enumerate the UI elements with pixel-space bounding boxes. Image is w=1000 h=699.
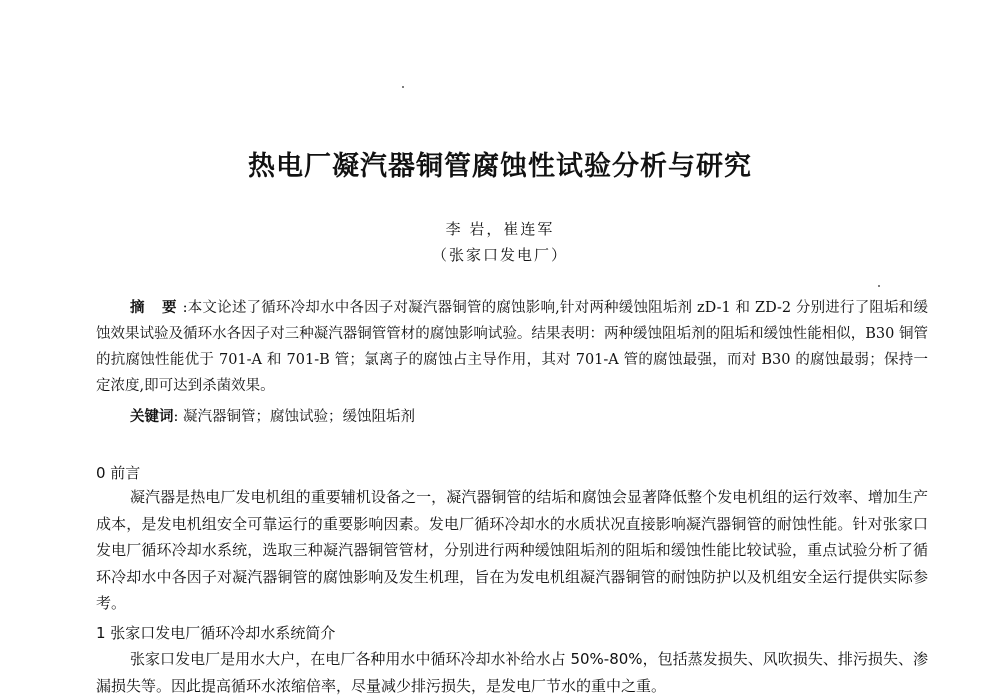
system-paragraph: 张家口发电厂是用水大户，在电厂各种用水中循环冷却水补给水占 50%-80%，包括蒸发损失、风吹损失、排污损失、渗漏损失等。因此提高循环水浓缩倍率，尽量减少排污损失，是发电厂节水的重中之重。 (96, 650, 928, 695)
abstract-paragraph (96, 295, 928, 399)
scan-speck (878, 285, 880, 287)
keywords-text: : 凝汽器铜管；腐蚀试验；缓蚀阻垢剂 (173, 409, 415, 425)
abstract-text: :本文论述了循环冷却水中各因子对凝汽器铜管的腐蚀影响,针对两种缓蚀阻垢剂 zD-1 和 ZD-2 分别进行了阻垢和缓蚀效果试验及循环水各因子对三种凝汽器铜管管材的腐蚀影响试验。结果表明：两种缓蚀阻垢剂的阻垢和缓蚀性能相似，B30 铜管的抗腐蚀性能优于 701-A 和 701-B 管；氯离子的腐蚀占主导作用，其对 701-A 管的腐蚀最强，而对 B30 的腐蚀最弱；保持一定浓度,即可达到杀菌效果。 (96, 300, 928, 394)
author-line: 李 岩，崔连军 (445, 220, 555, 238)
affiliation-line: （张家口发电厂） (431, 246, 568, 264)
section-heading-system: 1 张家口发电厂循环冷却水系统简介 (96, 624, 336, 642)
intro-paragraph: 凝汽器是热电厂发电机组的重要辅机设备之一，凝汽器铜管的结垢和腐蚀会显著降低整个发电机组的运行效率、增加生产成本，是发电机组安全可靠运行的重要影响因素。发电厂循环冷却水的水质状况直接影响凝汽器铜管的耐蚀性能。针对张家口发电厂循环冷却水系统，选取三种凝汽器铜管管材，分别进行两种缓蚀阻垢剂的阻垢和缓蚀性能比较试验，重点试验分析了循环冷却水中各因子对凝汽器铜管的腐蚀影响及发生机理，旨在为发电机组凝汽器铜管的耐蚀防护以及机组安全运行提供实际参考。 (96, 488, 928, 612)
section-heading-intro: 0 前言 (96, 464, 141, 482)
scan-speck (402, 86, 404, 88)
paper-title: 热电厂凝汽器铜管腐蚀性试验分析与研究 (248, 151, 752, 182)
keywords-label: 关键词 (130, 409, 174, 425)
keywords-line (130, 404, 928, 430)
abstract-label: 摘 要 (130, 300, 183, 316)
